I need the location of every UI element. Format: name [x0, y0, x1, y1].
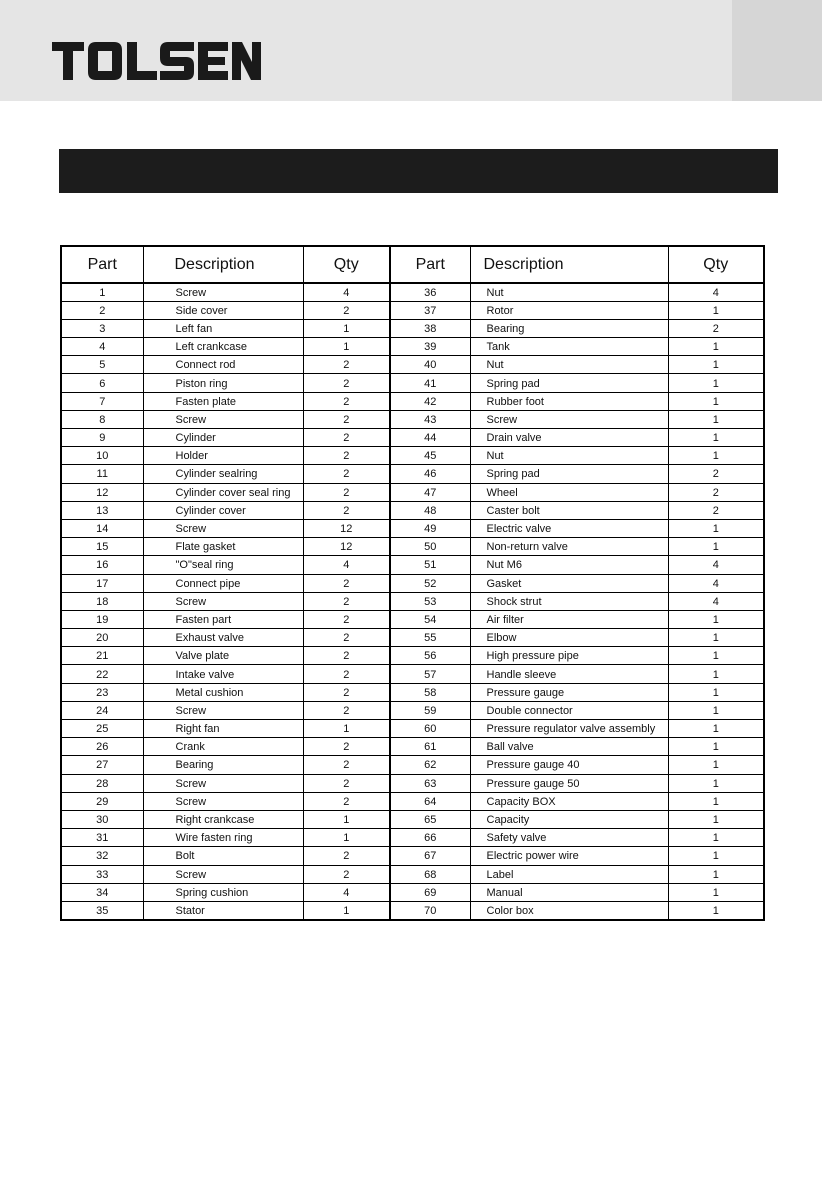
part-description: Screw — [143, 792, 303, 810]
part-number: 26 — [61, 738, 143, 756]
part-description: Electric power wire — [470, 847, 668, 865]
part-qty: 2 — [303, 774, 390, 792]
part-description: Screw — [470, 410, 668, 428]
part-qty: 1 — [303, 901, 390, 919]
part-qty: 1 — [668, 683, 764, 701]
part-qty: 1 — [668, 629, 764, 647]
part-description: Screw — [143, 701, 303, 719]
part-number: 18 — [61, 592, 143, 610]
tolsen-logo — [50, 40, 262, 84]
part-description: Elbow — [470, 629, 668, 647]
part-description: Drain valve — [470, 429, 668, 447]
part-qty: 1 — [668, 756, 764, 774]
part-description: Safety valve — [470, 829, 668, 847]
part-description: Flate gasket — [143, 538, 303, 556]
part-number: 21 — [61, 647, 143, 665]
table-row — [61, 883, 764, 901]
part-description: Screw — [143, 410, 303, 428]
part-description: Connect rod — [143, 356, 303, 374]
part-number: 10 — [61, 447, 143, 465]
part-number: 23 — [61, 683, 143, 701]
table-row — [61, 301, 764, 319]
page-tab-marker — [732, 0, 822, 101]
table-header-row — [61, 246, 764, 283]
part-qty: 1 — [668, 356, 764, 374]
table-row — [61, 538, 764, 556]
part-description: Air filter — [470, 610, 668, 628]
table-row — [61, 392, 764, 410]
part-description: Valve plate — [143, 647, 303, 665]
part-description: Rotor — [470, 301, 668, 319]
part-description: Connect pipe — [143, 574, 303, 592]
part-number: 28 — [61, 774, 143, 792]
part-description: Nut — [470, 356, 668, 374]
part-qty: 1 — [668, 519, 764, 537]
part-number: 62 — [390, 756, 470, 774]
part-qty: 2 — [303, 447, 390, 465]
part-number: 34 — [61, 883, 143, 901]
part-number: 22 — [61, 665, 143, 683]
part-description: Cylinder cover — [143, 501, 303, 519]
part-description: Label — [470, 865, 668, 883]
table-row — [61, 465, 764, 483]
part-qty: 4 — [303, 883, 390, 901]
table-row — [61, 429, 764, 447]
part-description: Right fan — [143, 720, 303, 738]
table-row — [61, 592, 764, 610]
table-row — [61, 647, 764, 665]
part-qty: 4 — [303, 283, 390, 301]
part-description: Double connector — [470, 701, 668, 719]
part-qty: 1 — [668, 883, 764, 901]
part-description: Nut M6 — [470, 556, 668, 574]
part-description: Non-return valve — [470, 538, 668, 556]
part-qty: 12 — [303, 538, 390, 556]
part-number: 4 — [61, 338, 143, 356]
part-description: Fasten plate — [143, 392, 303, 410]
part-qty: 1 — [303, 829, 390, 847]
table-row — [61, 701, 764, 719]
header-description-2: Description — [470, 246, 668, 283]
part-description: Spring cushion — [143, 883, 303, 901]
part-description: Intake valve — [143, 665, 303, 683]
part-number: 37 — [390, 301, 470, 319]
table-row — [61, 556, 764, 574]
part-number: 16 — [61, 556, 143, 574]
part-qty: 1 — [668, 738, 764, 756]
part-number: 70 — [390, 901, 470, 919]
part-qty: 1 — [668, 447, 764, 465]
header-description: Description — [143, 246, 303, 283]
part-number: 64 — [390, 792, 470, 810]
part-number: 41 — [390, 374, 470, 392]
table-row — [61, 829, 764, 847]
table-row — [61, 774, 764, 792]
part-qty: 2 — [303, 629, 390, 647]
table-row — [61, 483, 764, 501]
part-number: 55 — [390, 629, 470, 647]
part-qty: 1 — [668, 792, 764, 810]
part-description: Piston ring — [143, 374, 303, 392]
table-row — [61, 319, 764, 337]
part-qty: 1 — [303, 720, 390, 738]
part-qty: 1 — [668, 829, 764, 847]
part-number: 51 — [390, 556, 470, 574]
part-description: Cylinder cover seal ring — [143, 483, 303, 501]
table-row — [61, 283, 764, 301]
part-qty: 2 — [303, 410, 390, 428]
part-number: 48 — [390, 501, 470, 519]
part-number: 57 — [390, 665, 470, 683]
part-description: Caster bolt — [470, 501, 668, 519]
part-description: Wire fasten ring — [143, 829, 303, 847]
part-number: 67 — [390, 847, 470, 865]
part-qty: 2 — [303, 592, 390, 610]
part-number: 43 — [390, 410, 470, 428]
part-qty: 2 — [303, 847, 390, 865]
part-qty: 1 — [668, 392, 764, 410]
part-qty: 1 — [668, 538, 764, 556]
part-number: 8 — [61, 410, 143, 428]
part-number: 49 — [390, 519, 470, 537]
part-qty: 1 — [303, 319, 390, 337]
part-qty: 1 — [668, 865, 764, 883]
part-description: Left crankcase — [143, 338, 303, 356]
part-qty: 2 — [303, 665, 390, 683]
part-number: 29 — [61, 792, 143, 810]
section-title-bar — [59, 149, 778, 193]
part-description: Wheel — [470, 483, 668, 501]
part-number: 11 — [61, 465, 143, 483]
part-number: 69 — [390, 883, 470, 901]
part-qty: 2 — [303, 356, 390, 374]
part-description: Side cover — [143, 301, 303, 319]
part-qty: 1 — [668, 774, 764, 792]
part-qty: 2 — [303, 865, 390, 883]
part-description: Screw — [143, 283, 303, 301]
part-description: Bearing — [470, 319, 668, 337]
part-qty: 1 — [668, 338, 764, 356]
part-description: Screw — [143, 865, 303, 883]
part-description: Holder — [143, 447, 303, 465]
part-qty: 2 — [668, 465, 764, 483]
part-description: Screw — [143, 519, 303, 537]
part-number: 3 — [61, 319, 143, 337]
part-qty: 2 — [303, 792, 390, 810]
part-number: 39 — [390, 338, 470, 356]
part-description: Metal cushion — [143, 683, 303, 701]
part-number: 7 — [61, 392, 143, 410]
table-row — [61, 738, 764, 756]
part-number: 50 — [390, 538, 470, 556]
part-description: Spring pad — [470, 374, 668, 392]
table-row — [61, 865, 764, 883]
part-description: Color box — [470, 901, 668, 919]
part-number: 68 — [390, 865, 470, 883]
table-row — [61, 847, 764, 865]
part-number: 31 — [61, 829, 143, 847]
part-number: 20 — [61, 629, 143, 647]
part-number: 14 — [61, 519, 143, 537]
part-qty: 1 — [668, 701, 764, 719]
part-description: Crank — [143, 738, 303, 756]
part-description: Electric valve — [470, 519, 668, 537]
part-description: Nut — [470, 447, 668, 465]
part-number: 12 — [61, 483, 143, 501]
part-number: 56 — [390, 647, 470, 665]
part-qty: 2 — [303, 683, 390, 701]
header-part-2: Part — [390, 246, 470, 283]
part-description: Gasket — [470, 574, 668, 592]
part-number: 42 — [390, 392, 470, 410]
part-description: Cylinder — [143, 429, 303, 447]
part-qty: 2 — [303, 301, 390, 319]
part-number: 44 — [390, 429, 470, 447]
part-qty: 2 — [303, 392, 390, 410]
part-qty: 2 — [668, 483, 764, 501]
part-qty: 2 — [303, 501, 390, 519]
part-description: Screw — [143, 592, 303, 610]
part-qty: 2 — [303, 701, 390, 719]
part-qty: 2 — [303, 374, 390, 392]
part-qty: 2 — [303, 429, 390, 447]
part-number: 36 — [390, 283, 470, 301]
table-row — [61, 374, 764, 392]
part-description: Cylinder sealring — [143, 465, 303, 483]
header-qty: Qty — [303, 246, 390, 283]
table-row — [61, 610, 764, 628]
part-description: Manual — [470, 883, 668, 901]
part-qty: 1 — [668, 720, 764, 738]
part-description: Pressure gauge 50 — [470, 774, 668, 792]
part-qty: 4 — [668, 574, 764, 592]
part-number: 63 — [390, 774, 470, 792]
part-qty: 1 — [668, 610, 764, 628]
part-number: 47 — [390, 483, 470, 501]
table-row — [61, 519, 764, 537]
part-number: 35 — [61, 901, 143, 919]
part-number: 1 — [61, 283, 143, 301]
part-description: High pressure pipe — [470, 647, 668, 665]
part-number: 13 — [61, 501, 143, 519]
table-row — [61, 665, 764, 683]
part-description: Stator — [143, 901, 303, 919]
part-description: Handle sleeve — [470, 665, 668, 683]
table-row — [61, 338, 764, 356]
part-number: 19 — [61, 610, 143, 628]
part-qty: 2 — [668, 501, 764, 519]
part-description: "O"seal ring — [143, 556, 303, 574]
part-number: 9 — [61, 429, 143, 447]
table-row — [61, 356, 764, 374]
part-number: 54 — [390, 610, 470, 628]
table-row — [61, 574, 764, 592]
part-description: Spring pad — [470, 465, 668, 483]
part-qty: 1 — [303, 810, 390, 828]
table-row — [61, 683, 764, 701]
part-description: Nut — [470, 283, 668, 301]
part-qty: 1 — [668, 647, 764, 665]
part-number: 65 — [390, 810, 470, 828]
table-row — [61, 810, 764, 828]
part-description: Bolt — [143, 847, 303, 865]
header-part: Part — [61, 246, 143, 283]
part-qty: 4 — [668, 592, 764, 610]
part-qty: 1 — [668, 901, 764, 919]
part-description: Rubber foot — [470, 392, 668, 410]
parts-list — [60, 245, 765, 921]
part-qty: 4 — [668, 556, 764, 574]
part-number: 30 — [61, 810, 143, 828]
part-description: Shock strut — [470, 592, 668, 610]
part-number: 58 — [390, 683, 470, 701]
part-number: 40 — [390, 356, 470, 374]
part-qty: 1 — [668, 810, 764, 828]
part-qty: 2 — [303, 738, 390, 756]
table-row — [61, 447, 764, 465]
table-row — [61, 720, 764, 738]
part-description: Screw — [143, 774, 303, 792]
part-number: 6 — [61, 374, 143, 392]
part-qty: 2 — [303, 756, 390, 774]
part-qty: 2 — [303, 610, 390, 628]
part-description: Ball valve — [470, 738, 668, 756]
part-number: 53 — [390, 592, 470, 610]
part-number: 61 — [390, 738, 470, 756]
part-description: Tank — [470, 338, 668, 356]
part-description: Pressure regulator valve assembly — [470, 720, 668, 738]
part-description: Fasten part — [143, 610, 303, 628]
part-description: Bearing — [143, 756, 303, 774]
part-qty: 2 — [303, 574, 390, 592]
table-row — [61, 756, 764, 774]
header-qty-2: Qty — [668, 246, 764, 283]
part-number: 27 — [61, 756, 143, 774]
part-qty: 2 — [303, 465, 390, 483]
part-qty: 2 — [668, 319, 764, 337]
part-description: Right crankcase — [143, 810, 303, 828]
part-qty: 1 — [668, 374, 764, 392]
part-number: 2 — [61, 301, 143, 319]
part-qty: 1 — [303, 338, 390, 356]
part-description: Pressure gauge 40 — [470, 756, 668, 774]
part-qty: 2 — [303, 647, 390, 665]
part-description: Pressure gauge — [470, 683, 668, 701]
part-number: 45 — [390, 447, 470, 465]
part-number: 38 — [390, 319, 470, 337]
part-description: Exhaust valve — [143, 629, 303, 647]
table-row — [61, 501, 764, 519]
table-row — [61, 410, 764, 428]
part-number: 25 — [61, 720, 143, 738]
table-row — [61, 629, 764, 647]
part-number: 59 — [390, 701, 470, 719]
part-number: 33 — [61, 865, 143, 883]
part-number: 5 — [61, 356, 143, 374]
part-qty: 2 — [303, 483, 390, 501]
part-number: 17 — [61, 574, 143, 592]
part-description: Capacity — [470, 810, 668, 828]
part-number: 66 — [390, 829, 470, 847]
part-qty: 1 — [668, 410, 764, 428]
part-description: Left fan — [143, 319, 303, 337]
part-qty: 1 — [668, 429, 764, 447]
part-number: 60 — [390, 720, 470, 738]
part-number: 24 — [61, 701, 143, 719]
part-qty: 4 — [668, 283, 764, 301]
part-qty: 12 — [303, 519, 390, 537]
part-qty: 1 — [668, 665, 764, 683]
part-qty: 1 — [668, 301, 764, 319]
part-qty: 1 — [668, 847, 764, 865]
part-qty: 4 — [303, 556, 390, 574]
table-row — [61, 792, 764, 810]
part-number: 32 — [61, 847, 143, 865]
parts-table — [60, 245, 765, 921]
part-number: 52 — [390, 574, 470, 592]
part-number: 46 — [390, 465, 470, 483]
part-description: Capacity BOX — [470, 792, 668, 810]
part-number: 15 — [61, 538, 143, 556]
table-row — [61, 901, 764, 919]
